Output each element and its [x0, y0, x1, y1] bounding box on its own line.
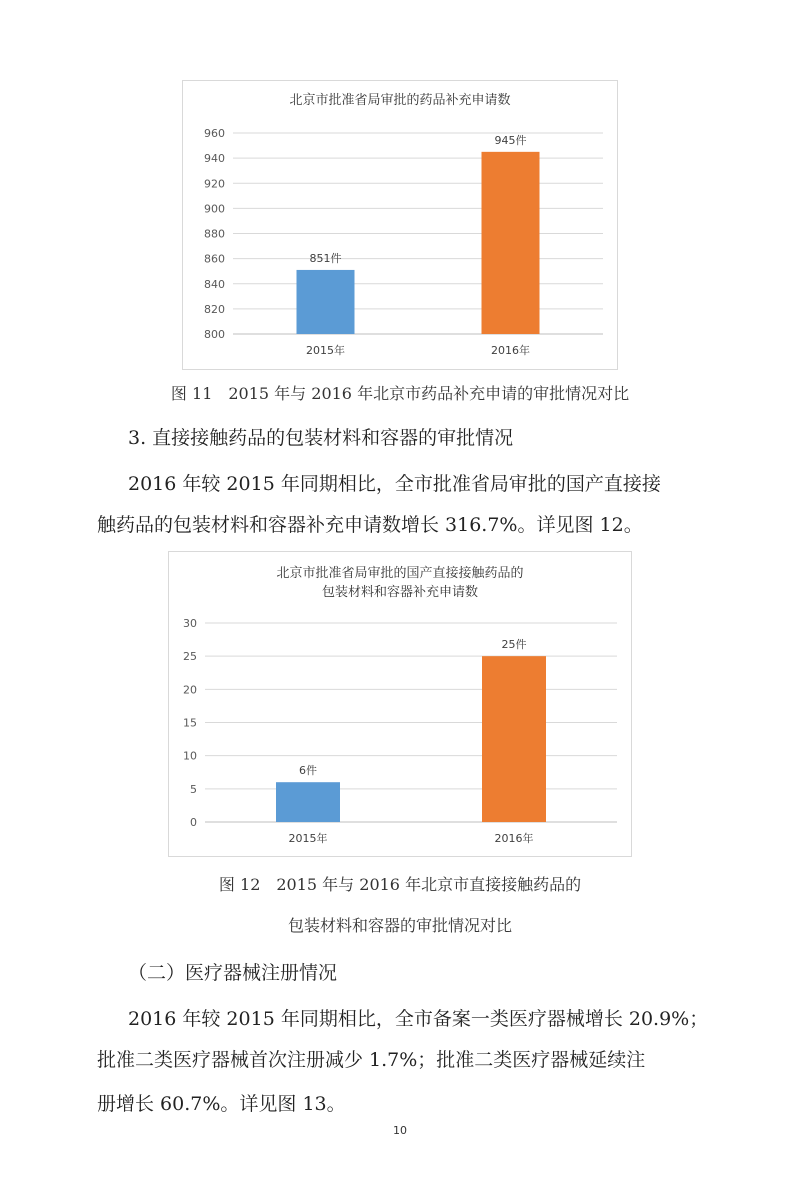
x-tick-label: 2015年 — [306, 344, 345, 357]
chart-title-line: 北京市批准省局审批的药品补充申请数 — [289, 93, 511, 108]
y-tick-label: 5 — [190, 782, 197, 796]
y-tick-label: 860 — [204, 252, 225, 266]
chart-title-line: 北京市批准省局审批的国产直接接触药品的 — [276, 566, 524, 581]
page-number: 10 — [393, 1124, 407, 1137]
y-tick-label: 10 — [183, 749, 197, 763]
x-tick-label: 2016年 — [494, 832, 534, 845]
chart-title — [183, 91, 617, 110]
y-tick-label: 15 — [183, 716, 197, 730]
bar — [482, 152, 540, 334]
y-tick-label: 880 — [204, 227, 225, 241]
y-tick-label: 900 — [204, 202, 225, 216]
y-tick-label: 25 — [183, 650, 197, 664]
figure-12-caption-line-2: 包装材料和容器的审批情况对比 — [287, 916, 512, 935]
y-tick-label: 840 — [204, 277, 225, 291]
data-label: 6件 — [299, 764, 317, 778]
y-tick-label: 30 — [183, 617, 197, 630]
bar — [276, 782, 340, 822]
section-heading: 3. 直接接触药品的包装材料和容器的审批情况 — [128, 427, 514, 449]
y-tick-label: 940 — [204, 152, 225, 166]
x-tick-label: 2016年 — [491, 344, 530, 357]
figure-12-caption-line-1: 图 12 2015 年与 2016 年北京市直接接触药品的 — [218, 875, 582, 894]
paragraph-line: 册增长 60.7%。详见图 13。 — [97, 1093, 346, 1115]
y-tick-label: 20 — [183, 683, 197, 697]
chart-plot-11 — [183, 81, 617, 369]
bar — [297, 270, 355, 334]
y-tick-label: 920 — [204, 177, 225, 191]
paragraph-line: 触药品的包装材料和容器补充申请数增长 316.7%。详见图 12。 — [97, 514, 643, 536]
section-heading: （二）医疗器械注册情况 — [128, 962, 338, 984]
chart-figure-11 — [182, 80, 618, 370]
x-tick-label: 2015年 — [288, 832, 328, 845]
figure-11-caption: 图 11 2015 年与 2016 年北京市药品补充申请的审批情况对比 — [170, 384, 630, 403]
y-tick-label: 820 — [204, 302, 225, 316]
paragraph-line: 批准二类医疗器械首次注册减少 1.7%；批准二类医疗器械延续注 — [97, 1049, 646, 1071]
chart-title — [169, 564, 631, 602]
chart-figure-12 — [168, 551, 632, 857]
y-tick-label: 960 — [204, 127, 225, 140]
chart-title-line: 包装材料和容器补充申请数 — [321, 585, 478, 600]
bar — [482, 656, 546, 822]
y-tick-label: 0 — [190, 816, 197, 829]
paragraph-line: 2016 年较 2015 年同期相比，全市备案一类医疗器械增长 20.9%； — [128, 1008, 709, 1030]
y-tick-label: 800 — [204, 328, 225, 341]
data-label: 851件 — [309, 251, 342, 265]
paragraph-line: 2016 年较 2015 年同期相比，全市批准省局审批的国产直接接 — [128, 473, 661, 495]
data-label: 25件 — [501, 638, 527, 652]
data-label: 945件 — [494, 133, 527, 147]
